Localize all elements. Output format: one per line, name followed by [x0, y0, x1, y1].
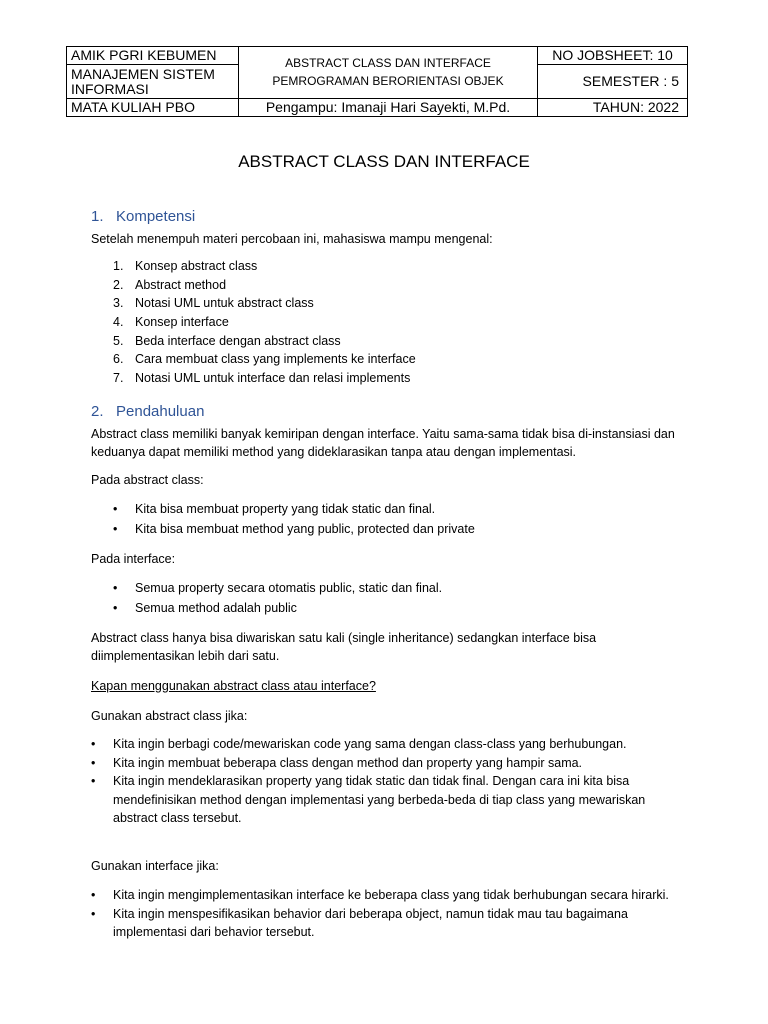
header-title-line2: PEMROGRAMAN BERORIENTASI OBJEK — [272, 74, 504, 88]
inheritance-paragraph: Abstract class hanya bisa diwariskan satu kali (single inheritance) sedangkan interface bisa diimplementasikan lebih dari satu. — [91, 631, 597, 663]
list-item: 3. Notasi UML untuk abstract class — [113, 296, 314, 311]
kompetensi-intro: Setelah menempuh materi percobaan ini, mahasiswa mampu mengenal: — [91, 232, 493, 246]
list-item: • Kita ingin berbagi code/mewariskan code yang sama dengan class-class yang berhubungan. — [91, 737, 627, 751]
institution-cell: AMIK PGRI KEBUMEN — [67, 47, 239, 65]
list-item: 4. Konsep interface — [113, 315, 229, 330]
year-cell: TAHUN: 2022 — [538, 99, 688, 117]
list-item: 5. Beda interface dengan abstract class — [113, 333, 341, 348]
use-interface-label: Gunakan interface jika: — [91, 859, 219, 873]
lecturer-cell: Pengampu: Imanaji Hari Sayekti, M.Pd. — [239, 99, 538, 117]
use-abstract-label: Gunakan abstract class jika: — [91, 709, 248, 723]
list-item: • Semua property secara otomatis public, static dan final. — [113, 581, 443, 595]
abstract-class-label: Pada abstract class: — [91, 473, 204, 487]
section-heading-kompetensi: 1. Kompetensi — [91, 208, 196, 225]
list-item: 2. Abstract method — [113, 277, 227, 292]
kompetensi-list — [113, 257, 416, 388]
list-item: • Kita ingin mendeklarasikan property yang tidak static dan tidak final. Dengan cara ini kita bisa mendefinisikan method dengan implementasi yang berbeda-beda di tiap class yang mewariskan abstract class tersebut. — [91, 774, 646, 825]
jobsheet-header-table — [66, 46, 688, 117]
jobsheet-number-cell: NO JOBSHEET: 10 — [538, 47, 688, 65]
when-to-use-heading: Kapan menggunakan abstract class atau interface? — [91, 679, 376, 693]
list-item: • Kita bisa membuat property yang tidak static dan final. — [113, 502, 436, 516]
header-title-line1: ABSTRACT CLASS DAN INTERFACE — [285, 56, 491, 70]
list-item: 1. Konsep abstract class — [113, 259, 258, 273]
interface-list — [113, 579, 443, 619]
document-title: ABSTRACT CLASS DAN INTERFACE — [238, 152, 530, 171]
program-cell: MANAJEMEN SISTEM INFORMASI — [67, 65, 239, 99]
intro-paragraph: Abstract class memiliki banyak kemiripan dengan interface. Yaitu sama-sama tidak bisa di-instansiasi dan keduanya dapat memiliki method yang dideklarasikan tanpa atau dengan implementasi. — [91, 427, 675, 459]
use-abstract-list — [91, 735, 683, 828]
list-item: • Kita ingin membuat beberapa class dengan method dan property yang hampir sama. — [91, 755, 583, 770]
list-item: 6. Cara membuat class yang implements ke interface — [113, 352, 416, 367]
title-cell — [239, 47, 538, 99]
use-interface-list — [91, 886, 683, 942]
list-item: • Semua method adalah public — [113, 601, 297, 615]
list-item: • Kita ingin mengimplementasikan interface ke beberapa class yang tidak berhubungan secara hirarki. — [91, 888, 669, 902]
course-cell: MATA KULIAH PBO — [67, 99, 239, 117]
abstract-class-list — [113, 500, 475, 540]
list-item: • Kita bisa membuat method yang public, protected dan private — [113, 522, 475, 536]
list-item: • Kita ingin menspesifikasikan behavior dari beberapa object, namun tidak mau tau bagaimana implementasi dari behavior tersebut. — [91, 906, 628, 939]
list-item: 7. Notasi UML untuk interface dan relasi implements — [113, 371, 411, 386]
section-heading-pendahuluan: 2. Pendahuluan — [91, 403, 205, 420]
interface-label: Pada interface: — [91, 552, 176, 566]
semester-cell: SEMESTER : 5 — [538, 65, 688, 99]
